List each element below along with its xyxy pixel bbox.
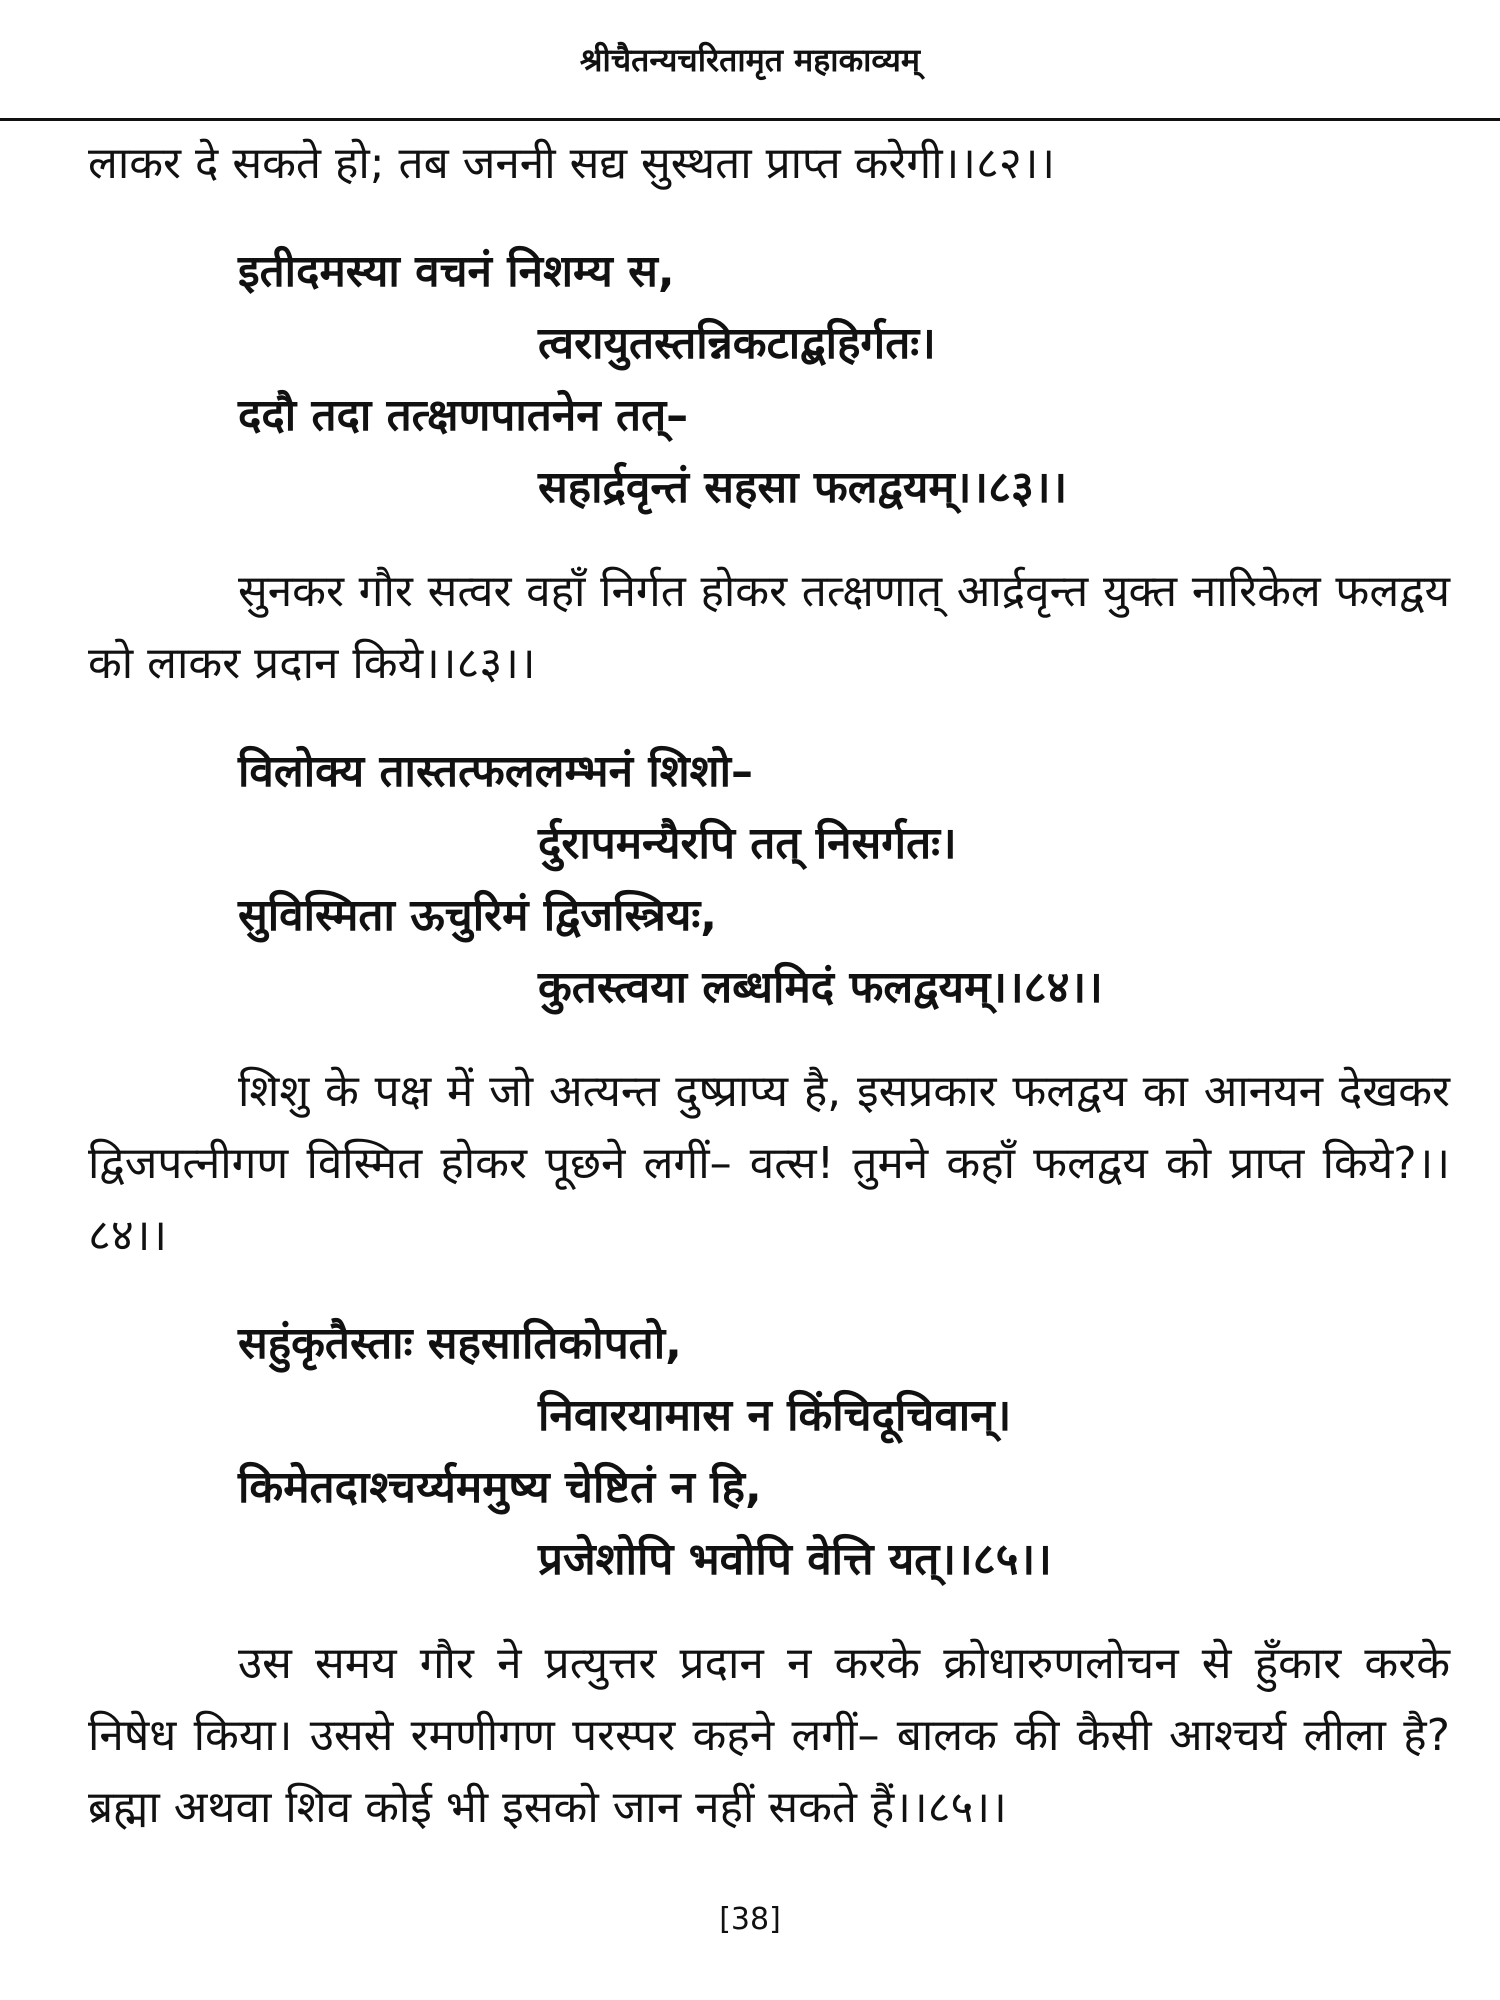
verse-line: र्दुरापमन्यैरपि तत् निसर्गतः।: [538, 818, 957, 869]
verse-line: सहुंकृतैस्ताः सहसातिकोपतो,: [238, 1318, 682, 1369]
header-rule: [0, 118, 1500, 121]
verse-line: किमेतदाश्चर्य्यममुष्य चेष्टितं न हि,: [238, 1462, 762, 1513]
verse-85: [88, 1308, 1450, 1596]
verse-line: सहार्द्रवृन्तं सहसा फलद्वयम्।।८३।।: [538, 462, 1068, 513]
verse-line: निवारयामास न किंचिदूचिवान्।: [538, 1390, 1012, 1441]
prose-translation-83: सुनकर गौर सत्वर वहाँ निर्गत होकर तत्क्षणात् आर्द्रवृन्त युक्त नारिकेल फलद्वय को लाकर प्रदान किये।।८३।।: [88, 566, 1450, 689]
prose-translation-82: लाकर दे सकते हो; तब जननी सद्य सुस्थता प्राप्त करेगी।।८२।।: [88, 138, 1056, 189]
verse-line: कुतस्त्वया लब्धमिदं फलद्वयम्।।८४।।: [538, 962, 1103, 1013]
verse-83: [88, 236, 1450, 524]
verse-line: प्रजेशोपि भवोपि वेत्ति यत्।।८५।।: [538, 1534, 1052, 1585]
verse-84: [88, 736, 1450, 1024]
page-header-title: श्रीचैतन्यचरितामृत महाकाव्यम्: [579, 41, 921, 79]
verse-line: विलोक्य तास्तत्फललम्भनं शिशो–: [238, 746, 753, 797]
prose-translation-85: उस समय गौर ने प्रत्युत्तर प्रदान न करके क्रोधारुणलोचन से हुँकार करके निषेध किया। उससे रमणीगण परस्पर कहने लगीं– बालक की कैसी आश्चर्य लीला है? ब्रह्मा अथवा शिव कोई भी इसको जान नहीं सकते हैं।।८५।।: [88, 1638, 1450, 1833]
page-body: [88, 128, 1450, 1844]
verse-line: ददौ तदा तत्क्षणपातनेन तत्–: [238, 390, 689, 441]
page-number: [38]: [719, 1902, 781, 1937]
verse-line: त्वरायुतस्तन्निकटाद्बहिर्गतः।: [538, 318, 936, 369]
prose-translation-84: शिशु के पक्ष में जो अत्यन्त दुष्प्राप्य है, इसप्रकार फलद्वय का आनयन देखकर द्विजपत्नीगण विस्मित होकर पूछने लगीं– वत्स! तुमने कहाँ फलद्वय को प्राप्त किये?।।८४।।: [88, 1066, 1450, 1261]
verse-line: सुविस्मिता ऊचुरिमं द्विजस्त्रियः,: [238, 890, 717, 941]
verse-line: इतीदमस्या वचनं निशम्य स,: [238, 246, 675, 297]
